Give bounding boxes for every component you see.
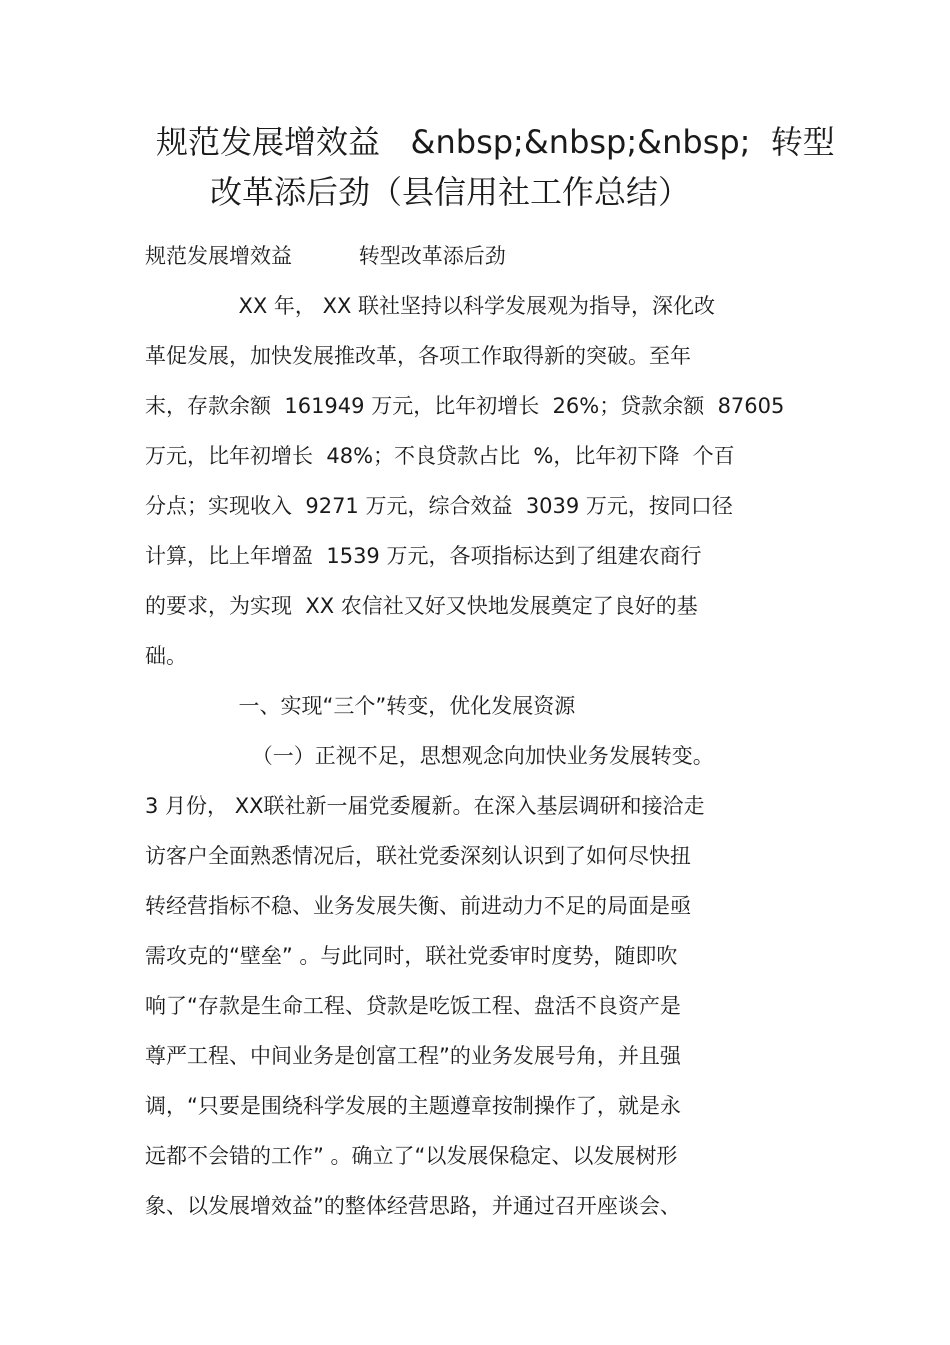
body-line: XX 年， XX 联社坚持以科学发展观为指导，深化改 <box>145 294 716 318</box>
body-line: 的要求，为实现 XX 农信社又好又快地发展奠定了良好的基 <box>145 594 698 618</box>
body-line: 计算，比上年增盈 1539 万元，各项指标达到了组建农商行 <box>145 544 702 568</box>
body-line: 尊严工程、中间业务是创富工程”的业务发展号角，并且强 <box>145 1044 681 1068</box>
body-line: 革促发展，加快发展推改革，各项工作取得新的突破。至年 <box>145 344 691 368</box>
body-line: 远都不会错的工作” 。确立了“以发展保稳定、以发展树形 <box>145 1144 678 1168</box>
body-line: 象、以发展增效益”的整体经营思路，并通过召开座谈会、 <box>145 1194 681 1218</box>
body-line: 调，“只要是围绕科学发展的主题遵章按制操作了，就是永 <box>145 1094 681 1118</box>
body-line: 万元，比年初增长 48%；不良贷款占比 %，比年初下降 个百 <box>145 444 735 468</box>
body-line: 响了“存款是生命工程、贷款是吃饭工程、盘活不良资产是 <box>145 994 681 1018</box>
body-line: 3 月份， XX联社新一届党委履新。在深入基层调研和接洽走 <box>145 794 705 818</box>
subsection-heading: （一）正视不足，思想观念向加快业务发展转变。 <box>145 744 714 768</box>
body-line: 础。 <box>145 644 187 668</box>
section-heading: 一、实现“三个”转变，优化发展资源 <box>145 694 576 718</box>
body-line: 末，存款余额 161949 万元，比年初增长 26%；贷款余额 87605 <box>145 394 785 418</box>
document-title-line-2: 改革添后劲（县信用社工作总结） <box>210 173 691 211</box>
subtitle-line: 规范发展增效益 转型改革添后劲 <box>145 244 506 268</box>
body-line: 访客户全面熟悉情况后，联社党委深刻认识到了如何尽快扭 <box>145 844 691 868</box>
document-title-line-1: 规范发展增效益 &nbsp;&nbsp;&nbsp; 转型 <box>156 123 835 161</box>
body-line: 分点；实现收入 9271 万元，综合效益 3039 万元，按同口径 <box>145 494 733 518</box>
body-line: 转经营指标不稳、业务发展失衡、前进动力不足的局面是亟 <box>145 894 691 918</box>
body-line: 需攻克的“壁垒” 。与此同时，联社党委审时度势，随即吹 <box>145 944 678 968</box>
